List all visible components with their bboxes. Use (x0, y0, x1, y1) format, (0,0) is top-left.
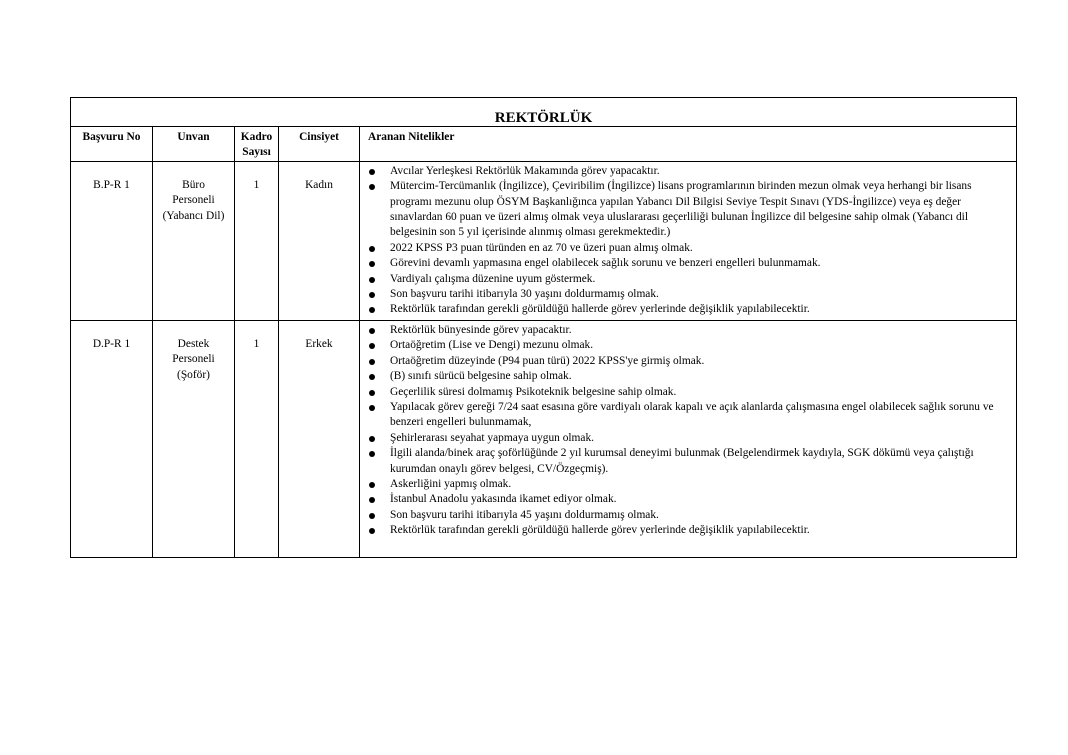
bullet-icon (369, 359, 375, 365)
list-item-text: Ortaöğretim (Lise ve Dengi) mezunu olmak. (390, 339, 594, 352)
unvan-line: Personeli (172, 353, 215, 366)
list-item (360, 241, 1016, 256)
header-row (71, 127, 1017, 162)
bullet-icon (369, 513, 375, 519)
list-item (360, 164, 1016, 179)
table-title: REKTÖRLÜK (71, 98, 1017, 127)
qualifications-list (360, 164, 1016, 318)
list-item (360, 354, 1016, 369)
list-item-text: İlgili alanda/binek araç şoförlüğünde 2 yıl kurumsal deneyimi bulunmak (Belgelendirmek kaydıyla, SGK dökümü veya çalıştığı kurumdan onaylı görev belgesi, CV/Özgeçmiş). (390, 447, 974, 475)
bullet-icon (369, 328, 375, 334)
list-item-text: 2022 KPSS P3 puan türünden en az 70 ve üzeri puan almış olmak. (390, 241, 693, 254)
unvan-line: Büro (182, 178, 205, 191)
table-row (71, 161, 1017, 320)
list-item-text: Rektörlük tarafından gerekli görüldüğü hallerde görev yerlerinde değişiklik yapılabilecektir. (390, 524, 810, 537)
bullet-icon (369, 374, 375, 380)
list-item (360, 179, 1016, 241)
basvuru-no-cell: B.P-R 1 (71, 161, 153, 320)
list-item (360, 323, 1016, 338)
unvan-line: (Yabancı Dil) (162, 209, 225, 222)
list-item (360, 287, 1016, 302)
document-page (70, 97, 1016, 558)
kadro-cell: 1 (235, 161, 279, 320)
header-kadro-sayisi (235, 127, 279, 162)
list-item (360, 256, 1016, 271)
bullet-icon (369, 482, 375, 488)
positions-table (70, 97, 1017, 558)
unvan-cell (153, 320, 235, 557)
unvan-line: Personeli (172, 194, 215, 207)
list-item-text: Rektörlük tarafından gerekli görüldüğü hallerde görev yerlerinde değişiklik yapılabilecektir. (390, 303, 810, 316)
list-item-text: Son başvuru tarihi itibarıyla 30 yaşını doldurmamış olmak. (390, 288, 659, 301)
unvan-cell (153, 161, 235, 320)
list-item (360, 302, 1016, 317)
list-item-text: Şehirlerarası seyahat yapmaya uygun olmak. (390, 431, 595, 444)
cinsiyet-cell: Kadın (279, 161, 360, 320)
bullet-icon (369, 405, 375, 411)
table-row (71, 320, 1017, 557)
bullet-icon (369, 184, 375, 190)
list-item (360, 492, 1016, 507)
list-item (360, 477, 1016, 492)
bullet-icon (369, 451, 375, 457)
basvuru-no-cell: D.P-R 1 (71, 320, 153, 557)
list-item (360, 508, 1016, 523)
list-item-text: Son başvuru tarihi itibarıyla 45 yaşını doldurmamış olmak. (390, 508, 659, 521)
list-item-text: Askerliğini yapmış olmak. (390, 477, 512, 490)
list-item (360, 400, 1016, 431)
bullet-icon (369, 436, 375, 442)
nitelikler-cell (360, 161, 1017, 320)
header-kadro-line2: Sayısı (242, 146, 271, 159)
header-cinsiyet: Cinsiyet (279, 127, 360, 162)
cinsiyet-cell: Erkek (279, 320, 360, 557)
bullet-icon (369, 169, 375, 175)
header-aranan-nitelikler: Aranan Nitelikler (360, 127, 1017, 162)
list-item-text: Avcılar Yerleşkesi Rektörlük Makamında görev yapacaktır. (390, 164, 660, 177)
qualifications-list (360, 323, 1016, 539)
bullet-icon (369, 261, 375, 267)
header-kadro-line1: Kadro (240, 131, 273, 143)
bullet-icon (369, 343, 375, 349)
list-item-text: Görevini devamlı yapmasına engel olabilecek sağlık sorunu ve benzeri engelleri bulunmamak. (390, 257, 821, 270)
list-item (360, 338, 1016, 353)
list-item-text: Mütercim-Tercümanlık (İngilizce), Çeviribilim (İngilizce) lisans programlarının birinden mezun olmak veya herhangi bir lisans programı mezunu olup ÖSYM Başkanlığınca yapılan Yabancı Dil Bilgisi Seviye Tespit Sınavı (YDS-İngilizce) veya eş değer sınavlardan 60 puan ve üzeri almış olmak veya uluslararası geçerliliği bulunan İngilizce dil belgesine sahip olmak (Yabancı dil belgesinin son 5 yıl içerisinde alınmış olması gerekmektedir.) (390, 180, 972, 239)
header-basvuru-no: Başvuru No (71, 127, 153, 162)
bullet-icon (369, 246, 375, 252)
nitelikler-cell (360, 320, 1017, 557)
header-unvan: Unvan (153, 127, 235, 162)
list-item (360, 272, 1016, 287)
list-item (360, 446, 1016, 477)
list-item-text: Yapılacak görev gereği 7/24 saat esasına göre vardiyalı olarak kapalı ve açık alanlarda çalışmasına engel olabilecek sağlık sorunu ve benzeri engelleri bulunmamak, (390, 400, 994, 429)
bullet-icon (369, 307, 375, 313)
list-item (360, 431, 1016, 446)
list-item (360, 385, 1016, 400)
list-item-text: İstanbul Anadolu yakasında ikamet ediyor olmak. (390, 493, 617, 506)
bullet-icon (369, 277, 375, 283)
unvan-line: Destek (177, 337, 210, 350)
bullet-icon (369, 528, 375, 534)
bullet-icon (369, 292, 375, 298)
bullet-icon (369, 497, 375, 503)
list-item-text: Geçerlilik süresi dolmamış Psikoteknik belgesine sahip olmak. (390, 385, 677, 398)
unvan-line: (Şoför) (177, 368, 210, 381)
list-item-text: Rektörlük bünyesinde görev yapacaktır. (390, 323, 572, 336)
list-item (360, 523, 1016, 538)
list-item (360, 369, 1016, 384)
kadro-cell: 1 (235, 320, 279, 557)
list-item-text: Ortaöğretim düzeyinde (P94 puan türü) 2022 KPSS'ye girmiş olmak. (390, 354, 705, 367)
list-item-text: Vardiyalı çalışma düzenine uyum göstermek. (390, 272, 596, 285)
bullet-icon (369, 390, 375, 396)
list-item-text: (B) sınıfı sürücü belgesine sahip olmak. (390, 370, 572, 383)
